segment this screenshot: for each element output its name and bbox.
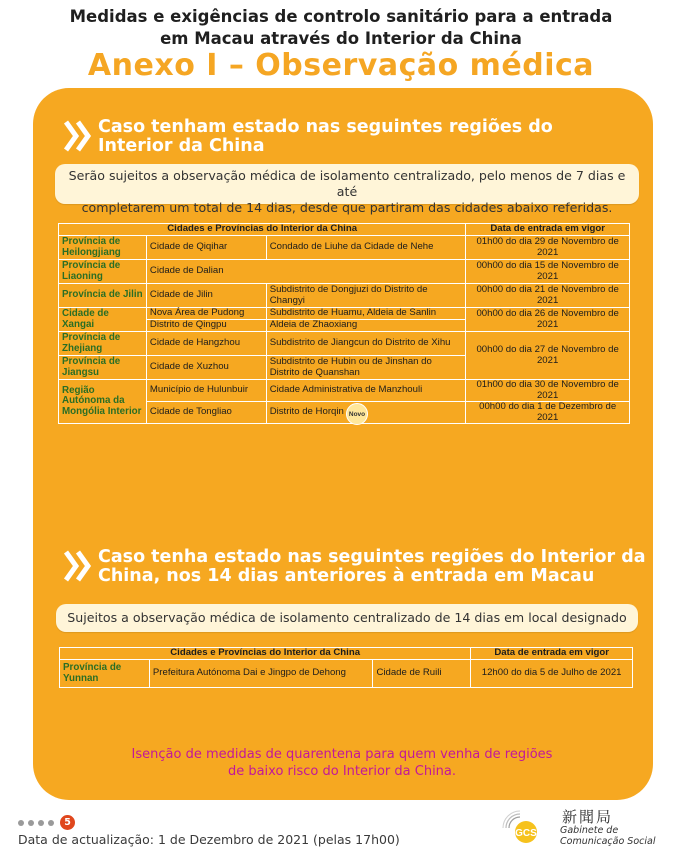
date-cell: 00h00 do dia 1 de Dezembro de 2021 — [466, 402, 630, 424]
update-date: Data de actualização: 1 de Dezembro de 2021 (pelas 17h00) — [18, 832, 400, 847]
table-row — [59, 380, 630, 402]
page-indicator — [18, 815, 75, 830]
city-cell: Cidade de Xuzhou — [146, 356, 266, 380]
gcs-logo-icon — [500, 808, 556, 848]
section-1-heading — [62, 118, 553, 156]
date-cell: 00h00 do dia 26 de Novembro de 2021 — [466, 308, 630, 332]
logo-pt-line-2: Comunicação Social — [560, 836, 656, 847]
city-cell: Cidade de Qiqihar — [146, 236, 266, 260]
table-row — [60, 660, 633, 688]
date-cell: 00h00 do dia 27 de Novembro de 2021 — [466, 332, 630, 380]
section-2-heading-line-2: China, nos 14 dias anteriores à entrada em Macau — [98, 566, 595, 586]
date-cell: 12h00 do dia 5 de Julho de 2021 — [471, 660, 633, 688]
province-cell: Cidade de Xangai — [59, 308, 147, 332]
gcs-logo-abbr: GCS — [515, 828, 537, 839]
province-cell: Província de Liaoning — [59, 260, 147, 284]
city-cell: Cidade de Dalian — [146, 260, 465, 284]
city-cell: Cidade de Hangzhou — [146, 332, 266, 356]
province-cell: Província de Jilin — [59, 284, 147, 308]
prefecture-cell: Prefeitura Autónoma Dai e Jingpo de Dehong — [149, 660, 373, 688]
city-cell: Cidade de Tongliao — [146, 402, 266, 424]
page-dot[interactable] — [28, 820, 34, 826]
section-1-heading-line-1: Caso tenham estado nas seguintes regiões do — [98, 117, 553, 137]
logo-chinese-text: 新聞局 — [562, 808, 614, 826]
column-header-date: Data de entrada em vigor — [466, 224, 630, 236]
table-row — [59, 236, 630, 260]
column-header-regions: Cidades e Províncias do Interior da China — [59, 224, 466, 236]
page-title — [0, 6, 682, 50]
section-2-heading-line-1: Caso tenha estado nas seguintes regiões do Interior da — [98, 547, 646, 567]
regions-table-2 — [59, 647, 633, 688]
district-cell: Subdistrito de Hubin ou de Jinshan do Distrito de Quanshan — [266, 356, 466, 380]
date-cell: 00h00 do dia 21 de Novembro de 2021 — [466, 284, 630, 308]
section-2-heading — [62, 548, 646, 586]
city-cell: Cidade de Jilin — [146, 284, 266, 308]
logo-portuguese-text — [560, 825, 655, 847]
province-cell: Região Autónoma da Mongólia Interior — [59, 380, 147, 424]
table-row — [59, 260, 630, 284]
new-badge: Novo — [346, 403, 368, 425]
title-line-1: Medidas e exigências de controlo sanitário para a entrada — [69, 7, 613, 26]
province-cell: Província de Zhejiang — [59, 332, 147, 356]
section-1-heading-line-2: Interior da China — [98, 136, 265, 156]
city-cell: Município de Hulunbuir — [146, 380, 266, 402]
district-cell: Subdistrito de Dongjuzi do Distrito de Changyi — [266, 284, 466, 308]
double-chevron-icon — [62, 118, 94, 154]
page-dot[interactable] — [48, 820, 54, 826]
province-cell: Província de Jiangsu — [59, 356, 147, 380]
district-cell: Cidade Administrativa de Manzhouli — [266, 380, 466, 402]
section-1-note-line-1: Serão sujeitos a observação médica de isolamento centralizado, pelo menos de 7 dias e até — [68, 168, 626, 199]
city-cell: Nova Área de Pudong — [146, 308, 266, 320]
district-cell: Subdistrito de Huamu, Aldeia de Sanlin — [266, 308, 466, 320]
section-1-note — [55, 164, 639, 215]
gcs-logo — [500, 806, 680, 850]
exemption-line-2: de baixo risco do Interior da China. — [227, 764, 457, 779]
double-chevron-icon — [62, 548, 94, 584]
table-row — [59, 332, 630, 356]
table-header-row — [60, 648, 633, 660]
table-row — [59, 284, 630, 308]
exemption-note — [62, 746, 622, 780]
annex-title: Anexo I – Observação médica — [87, 48, 595, 83]
page-dot[interactable] — [18, 820, 24, 826]
date-cell: 00h00 do dia 15 de Novembro de 2021 — [466, 260, 630, 284]
title-line-2: em Macau através do Interior da China — [160, 29, 522, 48]
table-header-row — [59, 224, 630, 236]
date-cell: 01h00 do dia 30 de Novembro de 2021 — [466, 380, 630, 402]
column-header-regions: Cidades e Províncias do Interior da China — [60, 648, 471, 660]
province-cell: Província de Yunnan — [60, 660, 150, 688]
province-cell: Província de Heilongjiang — [59, 236, 147, 260]
current-page-badge: 5 — [60, 815, 75, 830]
page-dot[interactable] — [38, 820, 44, 826]
city-cell: Distrito de Qingpu — [146, 320, 266, 332]
section-1-note-line-2: completarem um total de 14 dias, desde que partiram das cidades abaixo referidas. — [81, 200, 613, 215]
city-cell: Cidade de Ruili — [373, 660, 471, 688]
district-cell: Distrito de Horqin — [266, 402, 466, 424]
table-row — [59, 308, 630, 320]
column-header-date: Data de entrada em vigor — [471, 648, 633, 660]
district-cell: Subdistrito de Jiangcun do Distrito de Xihu — [266, 332, 466, 356]
exemption-line-1: Isenção de medidas de quarentena para quem venha de regiões — [131, 747, 553, 762]
section-2-note: Sujeitos a observação médica de isolamento centralizado de 14 dias em local designado — [56, 604, 638, 632]
district-cell: Aldeia de Zhaoxiang — [266, 320, 466, 332]
logo-pt-line-1: Gabinete de — [560, 825, 619, 836]
district-cell: Condado de Liuhe da Cidade de Nehe — [266, 236, 466, 260]
date-cell: 01h00 do dia 29 de Novembro de 2021 — [466, 236, 630, 260]
regions-table-1 — [58, 223, 630, 424]
